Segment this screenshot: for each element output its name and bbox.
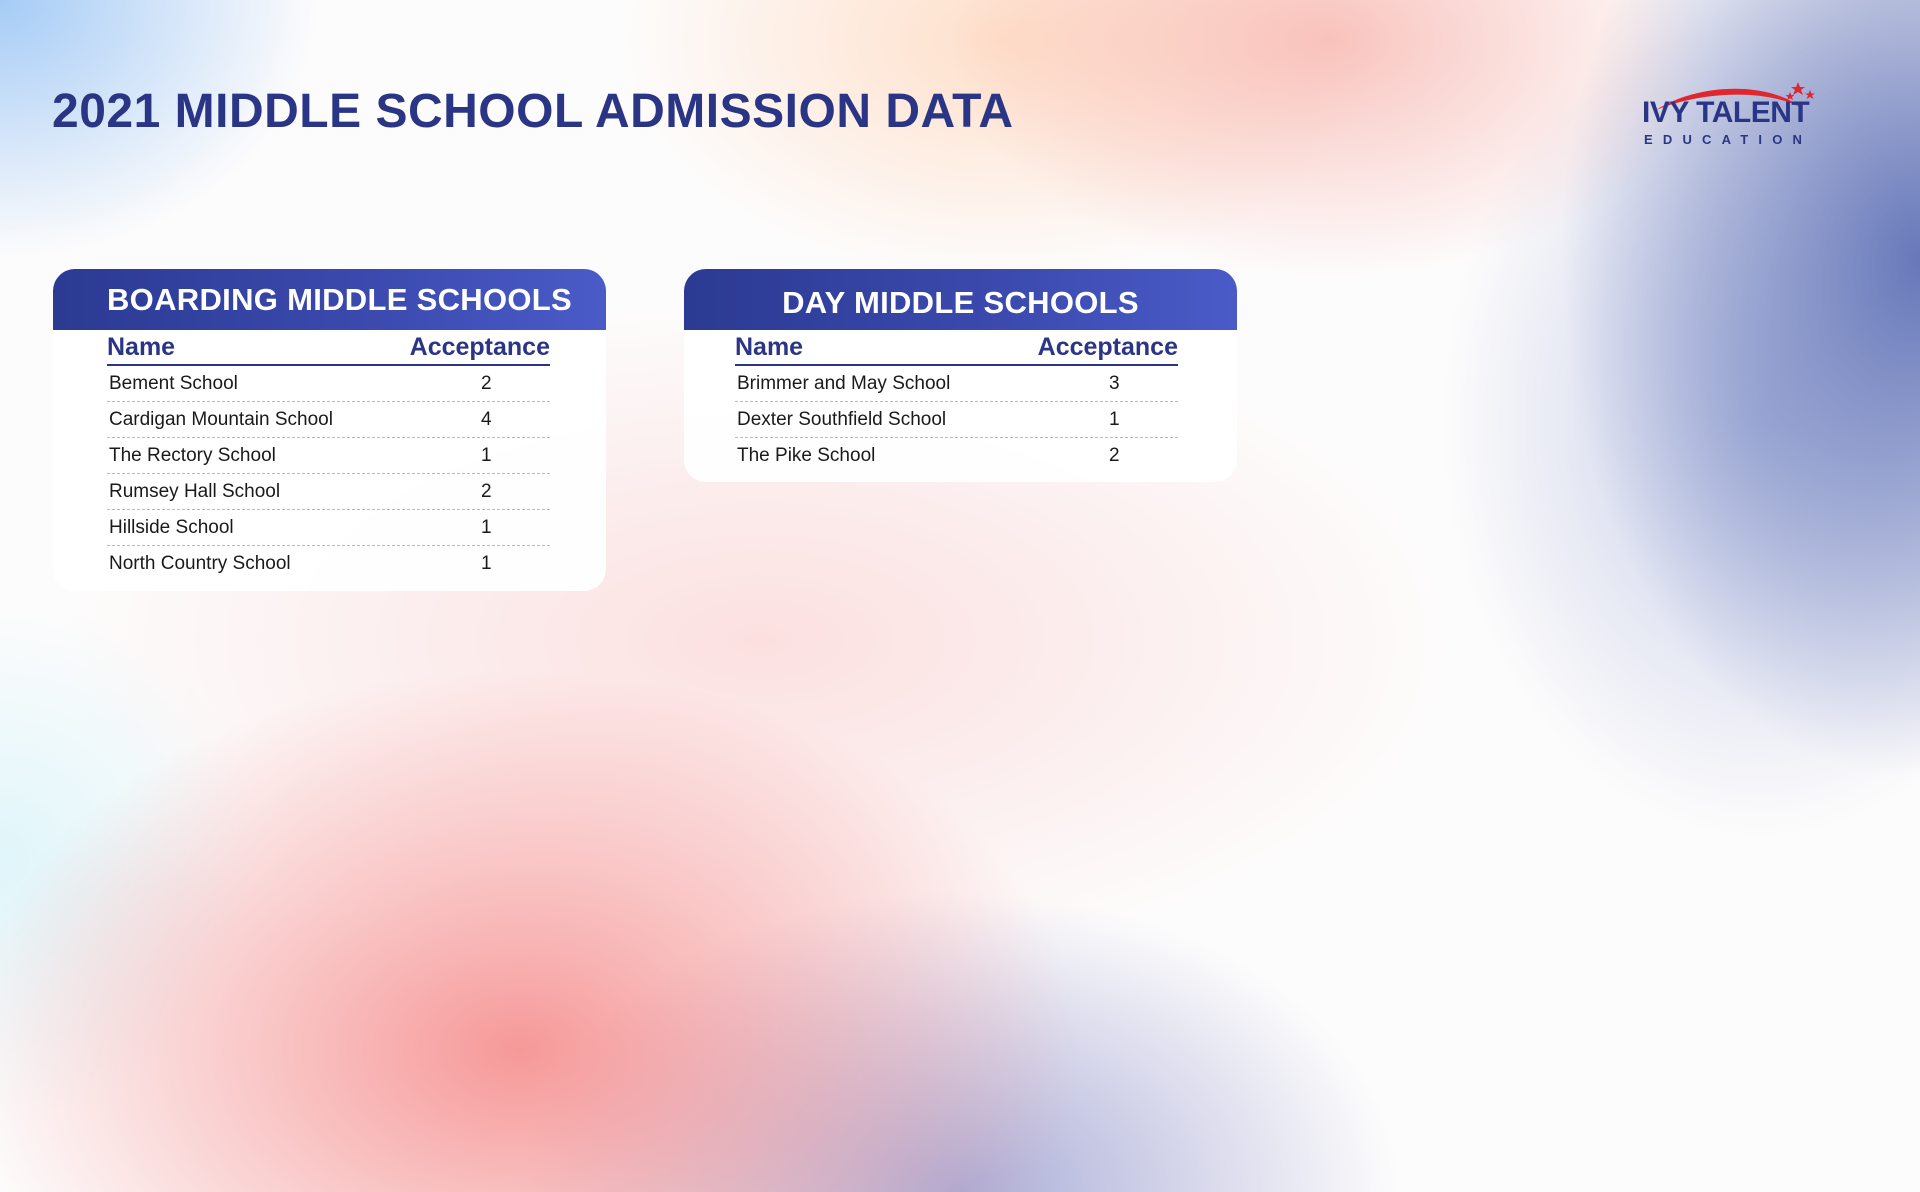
school-name: The Pike School [737,445,876,466]
acceptance-count: 1 [1109,408,1120,430]
boarding-card-title: BOARDING MIDDLE SCHOOLS [53,269,606,330]
table-row [735,366,1178,402]
school-name: Hillside School [109,516,234,538]
table-row [107,402,550,438]
table-header [735,330,1178,366]
school-name: Cardigan Mountain School [109,408,333,430]
acceptance-count: 3 [1109,372,1120,394]
table-row [107,438,550,474]
table-row [735,438,1178,474]
school-name: Dexter Southfield School [737,408,947,430]
day-schools-card [684,269,1237,482]
table-row [107,474,550,510]
page-title: 2021 MIDDLE SCHOOL ADMISSION DATA [52,85,1014,138]
boarding-schools-card [53,269,606,591]
boarding-table [107,330,550,582]
table-row [107,510,550,546]
school-name: North Country School [109,553,291,574]
day-table [735,330,1178,474]
table-row [735,402,1178,438]
column-header-acceptance: Acceptance [1037,333,1178,361]
school-name: Bement School [109,372,238,394]
column-header-name: Name [107,333,176,361]
acceptance-count: 2 [1109,445,1120,466]
table-row [107,366,550,402]
brand-logo [1636,80,1836,150]
acceptance-count: 2 [481,372,492,394]
table-header [107,330,550,366]
acceptance-count: 4 [481,408,492,430]
day-card-title: DAY MIDDLE SCHOOLS [684,269,1237,330]
acceptance-count: 1 [481,553,492,574]
acceptance-count: 1 [481,444,492,466]
school-name: The Rectory School [109,444,276,466]
school-name: Rumsey Hall School [109,480,281,502]
acceptance-count: 2 [481,480,492,502]
logo-subtitle: EDUCATION [1644,132,1813,147]
column-header-acceptance: Acceptance [409,333,550,361]
school-name: Brimmer and May School [737,372,951,394]
column-header-name: Name [735,333,804,361]
logo-wordmark: IVY TALENT [1642,96,1810,129]
acceptance-count: 1 [481,516,492,538]
table-row [107,546,550,582]
